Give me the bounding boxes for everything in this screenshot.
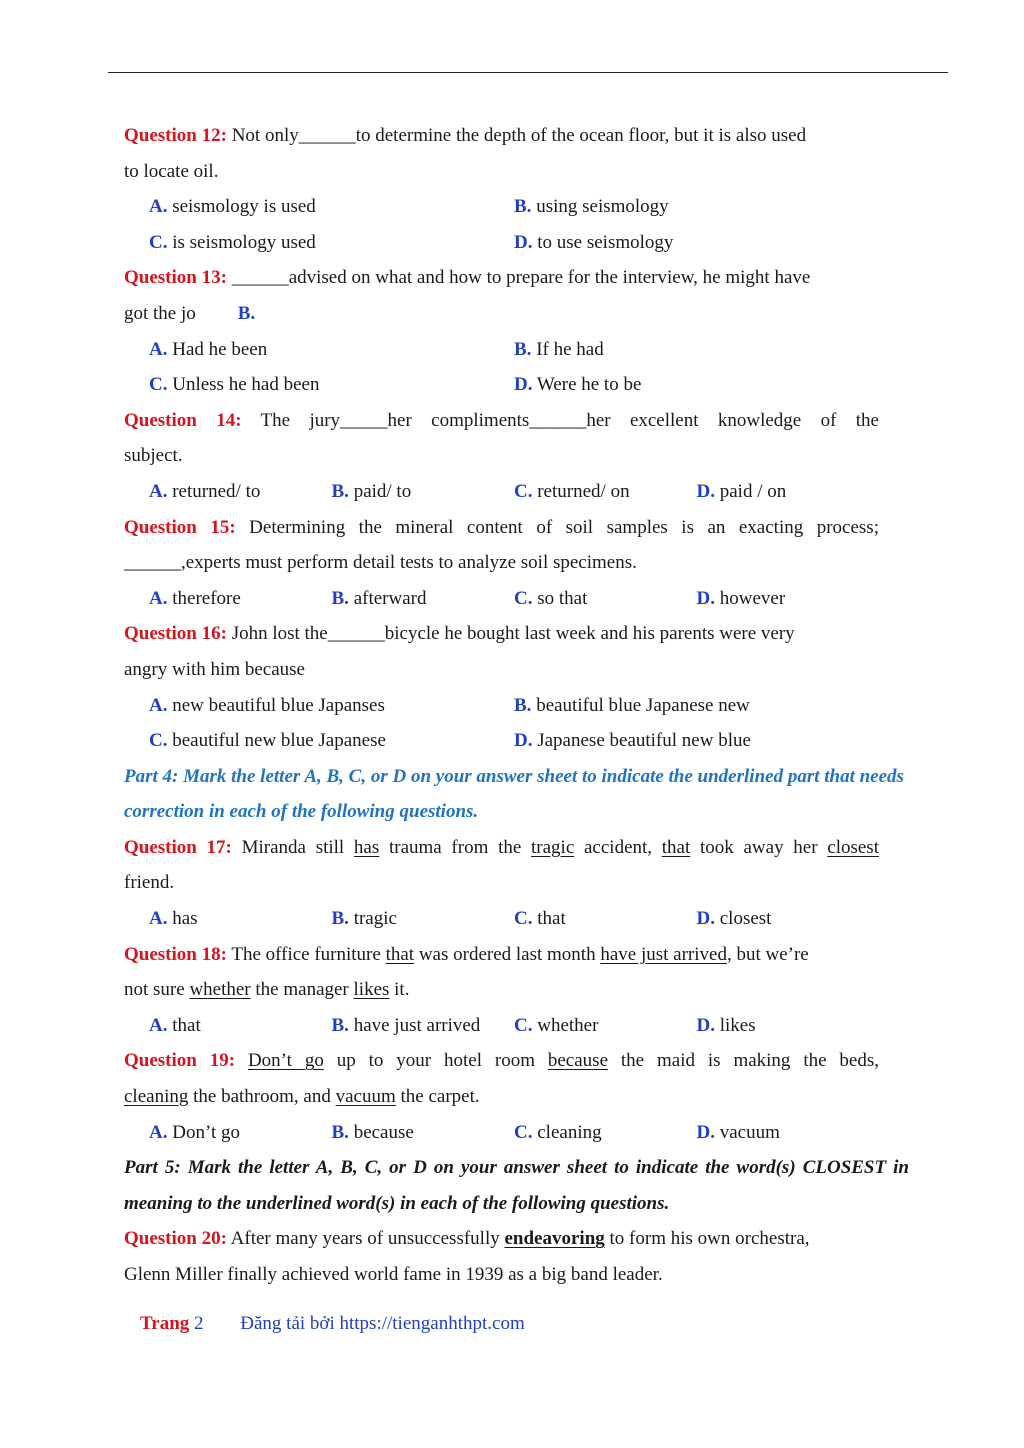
option-a xyxy=(149,901,332,937)
option-text: therefore xyxy=(167,587,241,609)
option-letter: D. xyxy=(696,480,715,502)
option-a xyxy=(149,189,514,225)
question-text: up to your hotel room xyxy=(323,1050,548,1072)
options-row xyxy=(124,332,879,368)
option-text: using seismology xyxy=(531,196,669,218)
underlined-word: endeavoring xyxy=(504,1228,605,1250)
option-letter: C. xyxy=(149,231,168,253)
question-14-line-1 xyxy=(124,403,879,439)
option-a xyxy=(149,1008,332,1044)
underlined-word: has xyxy=(353,836,380,858)
question-13-line-1 xyxy=(124,260,879,296)
option-letter: D. xyxy=(696,1121,715,1143)
part-5-heading: Part 5: Mark the letter A, B, C, or D on your answer sheet to indicate the word(s) CLOSEST in meaning to the underlined word(s) in each of the following questions. xyxy=(124,1157,909,1214)
option-c xyxy=(514,1008,697,1044)
option-text: has xyxy=(167,908,198,930)
option-text: however xyxy=(714,587,786,609)
worksheet-content xyxy=(124,118,909,1293)
option-letter: D. xyxy=(514,730,533,752)
option-text: that xyxy=(532,908,566,930)
question-text: it. xyxy=(389,979,410,1001)
option-a xyxy=(149,332,514,368)
option-letter: B. xyxy=(331,908,349,930)
options-row xyxy=(124,723,879,759)
option-text: have just arrived xyxy=(348,1014,481,1036)
option-text: paid/ to xyxy=(348,480,412,502)
option-text: returned/ on xyxy=(532,480,630,502)
option-text: because xyxy=(348,1121,414,1143)
question-text: accident, xyxy=(574,836,662,858)
underlined-word: that xyxy=(385,943,415,965)
part-4-heading: Part 4: Mark the letter A, B, C, or D on your answer sheet to indicate the underlined part that needs correction in each of the following questions. xyxy=(124,765,904,823)
underlined-word: whether xyxy=(189,979,251,1001)
underlined-word: because xyxy=(547,1050,609,1072)
option-letter: D. xyxy=(514,374,533,396)
page-label: Trang xyxy=(140,1313,190,1334)
option-d xyxy=(514,225,879,261)
page-number: 2 xyxy=(194,1313,204,1334)
question-text: the manager xyxy=(250,979,354,1001)
underlined-word: Don’t go xyxy=(247,1050,324,1072)
question-text: subject. xyxy=(124,445,183,467)
question-12-line-2 xyxy=(124,154,879,190)
option-letter: B. xyxy=(514,694,532,716)
options-row xyxy=(124,225,879,261)
question-15-line-1 xyxy=(124,510,879,546)
option-letter: C. xyxy=(514,1014,533,1036)
question-text: to form his own orchestra, xyxy=(604,1228,810,1250)
question-label: Question 19: xyxy=(124,1050,236,1072)
question-text: the bathroom, and xyxy=(188,1086,336,1108)
option-text: beautiful blue Japanese new xyxy=(531,694,750,716)
question-text: ______,experts must perform detail tests to analyze soil specimens. xyxy=(124,552,637,574)
option-letter: B. xyxy=(331,1014,349,1036)
question-text: Determining the mineral content of soil samples is an exacting process; xyxy=(235,516,879,538)
option-text: Don’t go xyxy=(167,1121,240,1143)
question-16-line-1 xyxy=(124,616,879,652)
question-14-line-2 xyxy=(124,438,879,474)
option-d xyxy=(514,367,879,403)
question-text: was ordered last month xyxy=(414,943,601,965)
question-text: trauma from the xyxy=(379,836,532,858)
question-text: After many years of unsuccessfully xyxy=(226,1228,505,1250)
question-label: Question 13: xyxy=(124,267,227,289)
option-b xyxy=(332,1008,515,1044)
options-row xyxy=(124,1008,879,1044)
question-label: Question 17: xyxy=(124,836,232,858)
option-text: that xyxy=(167,1014,201,1036)
question-20-line-1 xyxy=(124,1221,879,1257)
option-b xyxy=(332,581,515,617)
option-c xyxy=(149,225,514,261)
question-17-line-2 xyxy=(124,865,879,901)
option-d xyxy=(697,1115,880,1151)
option-letter: A. xyxy=(149,480,168,502)
question-text: the maid is making the beds, xyxy=(608,1050,880,1072)
option-b xyxy=(332,474,515,510)
question-15-line-2 xyxy=(124,545,879,581)
option-letter: C. xyxy=(514,908,533,930)
stray-answer-letter: B. xyxy=(237,302,256,324)
option-text: is seismology used xyxy=(167,231,316,253)
options-row xyxy=(124,581,879,617)
header-rule xyxy=(108,72,948,73)
option-a xyxy=(149,581,332,617)
question-label: Question 20: xyxy=(124,1228,227,1250)
question-text: John lost the______bicycle he bought last week and his parents were very xyxy=(226,623,795,645)
question-text: got the jo xyxy=(124,302,196,324)
option-d xyxy=(697,581,880,617)
option-letter: B. xyxy=(331,587,349,609)
option-text: tragic xyxy=(348,908,397,930)
underlined-word: closest xyxy=(827,836,879,858)
option-text: Unless he had been xyxy=(167,374,320,396)
option-c xyxy=(514,901,697,937)
question-16-line-2 xyxy=(124,652,879,688)
question-text: the carpet. xyxy=(395,1086,480,1108)
option-b xyxy=(514,688,879,724)
option-text: likes xyxy=(714,1014,756,1036)
underlined-word: tragic xyxy=(531,836,575,858)
option-text: Japanese beautiful new blue xyxy=(532,730,751,752)
option-letter: C. xyxy=(149,374,168,396)
question-text: took away her xyxy=(690,836,828,858)
option-c xyxy=(149,367,514,403)
underlined-word: likes xyxy=(353,979,390,1001)
option-d xyxy=(697,901,880,937)
question-text: , but we’re xyxy=(726,943,809,965)
option-letter: A. xyxy=(149,694,168,716)
option-text: beautiful new blue Japanese xyxy=(167,730,386,752)
option-letter: D. xyxy=(696,908,715,930)
option-letter: A. xyxy=(149,908,168,930)
option-d xyxy=(514,723,879,759)
option-text: afterward xyxy=(348,587,427,609)
question-18-line-2 xyxy=(124,972,879,1008)
option-letter: A. xyxy=(149,1121,168,1143)
options-row xyxy=(124,474,879,510)
option-letter: C. xyxy=(514,1121,533,1143)
option-c xyxy=(149,723,514,759)
question-text: The jury_____her compliments______her excellent knowledge of the xyxy=(241,409,879,431)
option-letter: D. xyxy=(696,587,715,609)
option-d xyxy=(697,474,880,510)
question-text: Glenn Miller finally achieved world fame in 1939 as a big band leader. xyxy=(124,1264,663,1285)
options-row xyxy=(124,1115,879,1151)
options-row xyxy=(124,367,879,403)
question-12-line-1 xyxy=(124,118,879,154)
question-18-line-1 xyxy=(124,937,879,973)
question-text xyxy=(235,1050,248,1071)
option-letter: A. xyxy=(149,338,168,360)
question-text: ______advised on what and how to prepare for the interview, he might have xyxy=(226,267,811,289)
page-footer xyxy=(140,1313,525,1335)
question-text: to locate oil. xyxy=(124,160,219,182)
option-b xyxy=(514,189,879,225)
option-letter: D. xyxy=(514,231,533,253)
question-text: The office furniture xyxy=(226,943,386,965)
footer-credit: Đăng tải bởi https://tienganhthpt.com xyxy=(240,1313,525,1334)
question-label: Question 18: xyxy=(124,943,227,965)
question-17-line-1 xyxy=(124,830,879,866)
question-label: Question 14: xyxy=(124,409,242,431)
question-label: Question 12: xyxy=(124,125,227,146)
options-row xyxy=(124,189,879,225)
option-a xyxy=(149,1115,332,1151)
option-letter: B. xyxy=(514,338,532,360)
question-text: not sure xyxy=(124,979,190,1001)
option-letter: B. xyxy=(514,196,532,218)
option-letter: B. xyxy=(331,480,349,502)
option-b xyxy=(514,332,879,368)
option-text: Had he been xyxy=(167,338,268,360)
option-letter: D. xyxy=(696,1014,715,1036)
options-row xyxy=(124,688,879,724)
option-letter: B. xyxy=(331,1121,349,1143)
option-text: new beautiful blue Japanses xyxy=(167,694,385,716)
question-13-line-2 xyxy=(124,296,879,332)
question-text: Miranda still xyxy=(231,836,354,858)
option-letter: C. xyxy=(149,730,168,752)
option-text: cleaning xyxy=(532,1121,602,1143)
option-text: so that xyxy=(532,587,588,609)
question-20-line-2 xyxy=(124,1257,879,1293)
question-text: friend. xyxy=(124,872,175,894)
option-text: Were he to be xyxy=(532,374,642,396)
option-b xyxy=(332,901,515,937)
option-text: If he had xyxy=(531,338,604,360)
option-b xyxy=(332,1115,515,1151)
option-text: to use seismology xyxy=(532,231,674,253)
option-text: seismology is used xyxy=(167,196,316,218)
option-text: returned/ to xyxy=(167,480,261,502)
option-c xyxy=(514,581,697,617)
option-a xyxy=(149,688,514,724)
question-label: Question 16: xyxy=(124,623,227,645)
option-letter: A. xyxy=(149,196,168,218)
option-text: vacuum xyxy=(714,1121,780,1143)
question-19-line-2 xyxy=(124,1079,879,1115)
question-label: Question 15: xyxy=(124,516,236,538)
option-a xyxy=(149,474,332,510)
question-text: angry with him because xyxy=(124,658,305,680)
underlined-word: have just arrived xyxy=(600,943,727,965)
option-letter: A. xyxy=(149,587,168,609)
question-text: Not only______to determine the depth of the ocean floor, but it is also used xyxy=(226,125,807,146)
underlined-word: vacuum xyxy=(335,1086,396,1108)
option-text: closest xyxy=(714,908,772,930)
option-text: whether xyxy=(532,1014,599,1036)
option-d xyxy=(697,1008,880,1044)
question-19-line-1 xyxy=(124,1043,879,1079)
option-c xyxy=(514,1115,697,1151)
options-row xyxy=(124,901,879,937)
option-c xyxy=(514,474,697,510)
option-letter: A. xyxy=(149,1014,168,1036)
option-letter: C. xyxy=(514,587,533,609)
option-text: paid / on xyxy=(714,480,787,502)
option-letter: C. xyxy=(514,480,533,502)
underlined-word: that xyxy=(661,836,691,858)
underlined-word: cleaning xyxy=(124,1086,189,1108)
